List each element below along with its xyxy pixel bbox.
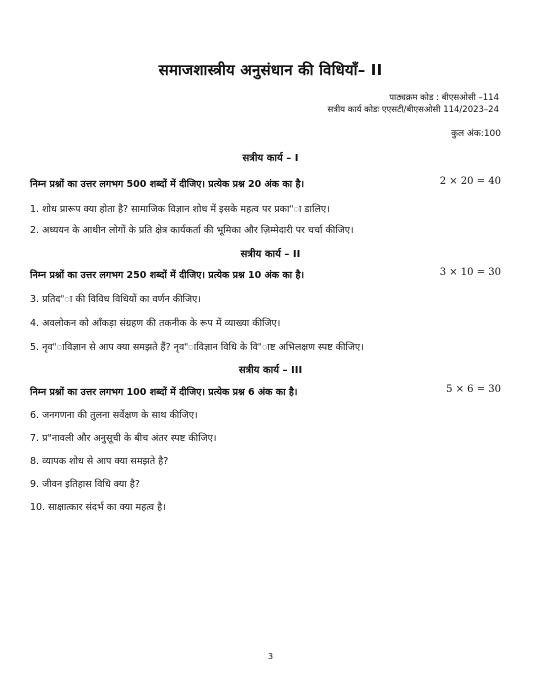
section-heading-2: सत्रीय कार्य – II xyxy=(240,249,301,260)
page-title: समाजशास्त्रीय अनुसंधान की विधियाँ– II xyxy=(158,61,383,79)
question-9: 9. जीवन इतिहास विधि क्या है? xyxy=(30,479,140,490)
page-number: 3 xyxy=(267,652,274,661)
section-score-2: 3 × 10 = 30 xyxy=(439,267,501,278)
question-10: 10. साक्षात्कार संदर्भ का क्या महत्व है। xyxy=(30,502,166,513)
section-score-1: 2 × 20 = 40 xyxy=(439,176,501,187)
question-1: 1. शोध प्रारूप क्या होता है? सामाजिक विज्ञान शोध में इसके महत्व पर प्रका"ा डालिए। xyxy=(30,204,330,215)
section-instruction-2: निम्न प्रश्नों का उत्तर लगभग 250 शब्दों में दीजिए। प्रत्येक प्रश्न 10 अंक का है। xyxy=(30,270,305,281)
question-4: 4. अवलोकन को आँकड़ा संग्रहण की तकनीक के रूप में व्याख्या कीजिए। xyxy=(30,318,281,329)
assignment-code: सत्रीय कार्य कोडः एएसटी/बीएसओसी 114/2023–24 xyxy=(327,105,499,115)
section-instruction-3: निम्न प्रश्नों का उत्तर लगभग 100 शब्दों में दीजिए। प्रत्येक प्रश्न 6 अंक का है। xyxy=(30,387,298,398)
section-instruction-1: निम्न प्रश्नों का उत्तर लगभग 500 शब्दों में दीजिए। प्रत्येक प्रश्न 20 अंक का है। xyxy=(30,179,305,190)
question-7: 7. प्र"नावली और अनुसूची के बीच अंतर स्पष्ट कीजिए। xyxy=(30,433,217,444)
section-heading-3: सत्रीय कार्य – III xyxy=(238,365,303,376)
question-8: 8. व्यापक शोध से आप क्या समझते है? xyxy=(30,456,169,467)
question-5: 5. नृव"ाविज्ञान से आप क्या समझते हैं? नृव"ाविज्ञान विधि के वि"ाष्ट अभिलक्षण स्पष्ट कीजिए। xyxy=(30,342,364,353)
course-code: पाठ्यक्रम कोड : बीएसओसी –114 xyxy=(389,93,499,103)
section-heading-1: सत्रीय कार्य – I xyxy=(242,153,299,164)
total-marks: कुल अंक:100 xyxy=(451,129,501,139)
section-score-3: 5 × 6 = 30 xyxy=(446,384,501,395)
question-2: 2. अध्ययन के आधीन लोगों के प्रति क्षेत्र कार्यकर्ता की भूमिका और ज़िम्मेदारी पर चर्चा कीजिए। xyxy=(30,225,354,236)
question-6: 6. जनगणना की तुलना सर्वेक्षण के साथ कीजिए। xyxy=(30,410,198,421)
question-3: 3. प्रतिद"ा की विविध विधियों का वर्णन कीजिए। xyxy=(30,294,201,305)
